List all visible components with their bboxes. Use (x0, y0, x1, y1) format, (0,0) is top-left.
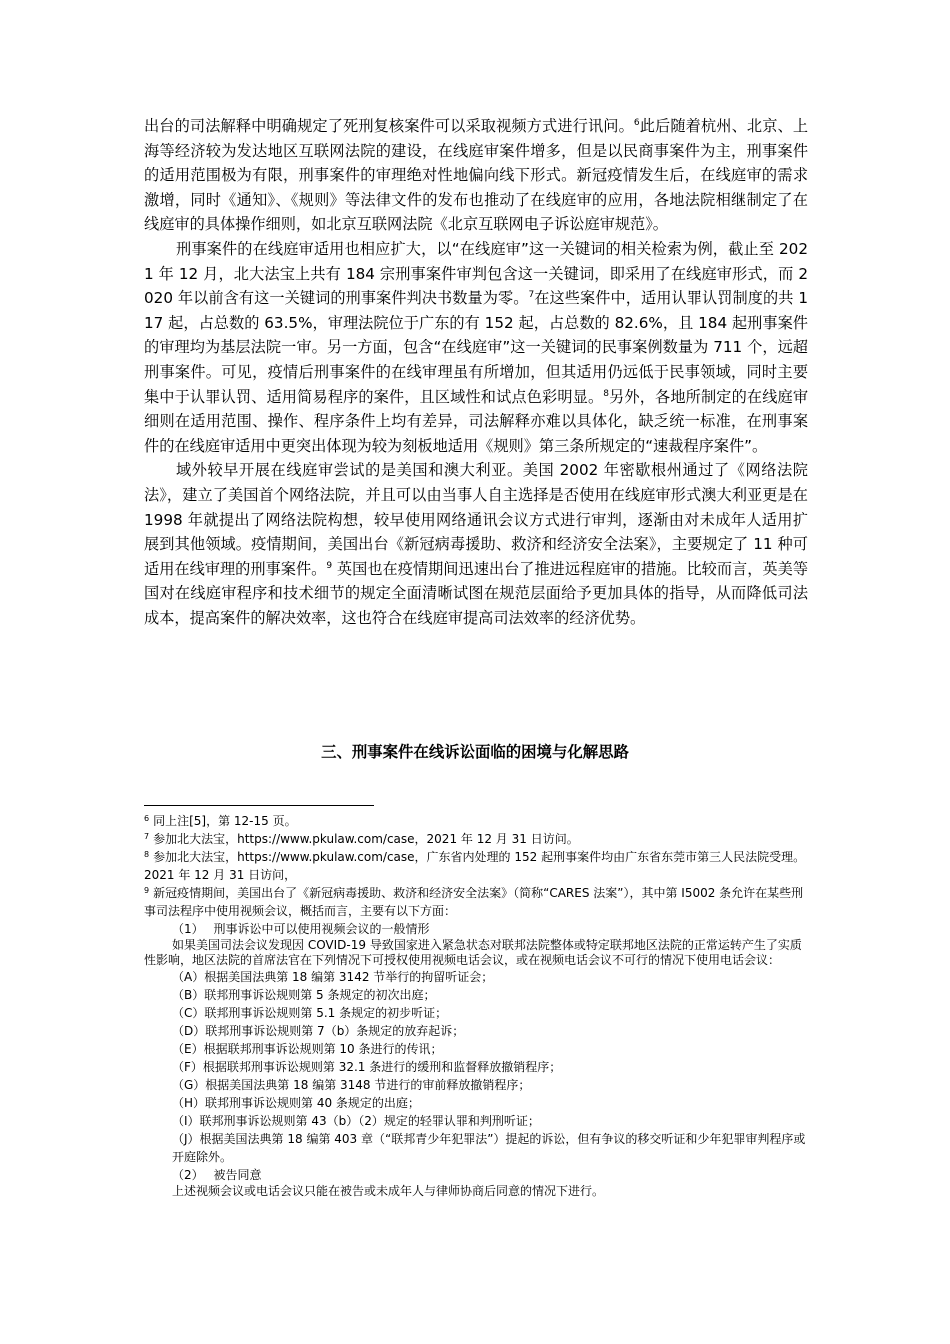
footnote-reference[interactable]: 8 (603, 388, 609, 399)
footnote-text: 参加北大法宝，https://www.pkulaw.com/case，广东省内处理的 152 起刑事案件均由广东省东莞市第三人民法院受理。2021 年 12 月 31 日访问， (144, 850, 806, 882)
footnote-text: 参加北大法宝，https://www.pkulaw.com/case，2021 年 12 月 31 日访问。 (153, 832, 579, 846)
footnote (144, 830, 808, 848)
footnote-text: 同上注[5]，第 12-15 页。 (153, 814, 297, 828)
footnote-list-item (144, 968, 808, 986)
footnote-text: （H）联邦刑事诉讼规则第 40 条规定的出庭； (172, 1096, 420, 1110)
footnote-text: （D）联邦刑事诉讼规则第 7（b）条规定的放弃起诉； (172, 1024, 465, 1038)
body-paragraph (144, 237, 808, 458)
paragraph-text: 英国也在疫情期间迅速出台了推进远程庭审的措施。比较而言，英美等国对在线庭审程序和技术细节的规定全面清晰试图在规范层面给予更加具体的指导，从而降低司法成本，提高案件的解决效率，这也符合在线庭审提高司法效率的经济优势。 (144, 559, 809, 627)
footnote-list-item (144, 1112, 808, 1130)
footnote-list-item (144, 1058, 808, 1076)
footnote-text: （1） 刑事诉讼中可以使用视频会议的一般情形 (172, 922, 430, 936)
footnote-text: （A）根据美国法典第 18 编第 3142 节举行的拘留听证会； (172, 970, 494, 984)
footnote-text: （C）联邦刑事诉讼规则第 5.1 条规定的初步听证； (172, 1006, 448, 1020)
footnote-list-item (144, 986, 808, 1004)
footnote-text: （F）根据联邦刑事诉讼规则第 32.1 条进行的缓刑和监督释放撤销程序； (172, 1060, 562, 1074)
footnote-list-item (144, 1130, 808, 1166)
footnote-list-item (144, 1022, 808, 1040)
footnote-text: 如果美国司法会议发现因 COVID-19 导致国家进入紧急状态对联邦法院整体或特定联邦地区法院的正常运转产生了实质性影响，地区法院的首席法官在下列情况下可授权使用视频电话会议，或在视频电话会议不可行的情况下使用电话会议： (144, 938, 802, 967)
footnote-list-item (144, 1040, 808, 1058)
body-paragraph (144, 458, 808, 630)
footnote-reference[interactable]: 9 (326, 560, 333, 571)
footnote-text: （J）根据美国法典第 18 编第 403 章（“联邦青少年犯罪法”）提起的诉讼，但有争议的移交听证和少年犯罪审判程序或开庭除外。 (172, 1132, 806, 1164)
paragraph-text: 刑事案件的在线庭审适用也相应扩大，以“在线庭审”这一关键词的相关检索为例，截止至 2021 年 12 月，北大法宝上共有 184 宗刑事案件审判包含这一关键词，即采用了在线庭审形式，而 2020 年以前含有这一关键词的刑事案件判决书数量为零。 (144, 239, 808, 308)
footnote-list-item (144, 920, 808, 938)
footnote-paragraph (144, 1184, 808, 1199)
footnote (144, 884, 808, 920)
paragraph-text: 出台的司法解释中明确规定了死刑复核案件可以采取视频方式进行讯问。 (144, 117, 634, 135)
body-paragraph (144, 114, 808, 237)
section-heading: 三、刑事案件在线诉讼面临的困境与化解思路 (321, 743, 629, 761)
footnote-number: 6 (144, 814, 150, 823)
footnote-paragraph (144, 938, 808, 968)
footnote-reference[interactable]: 6 (633, 118, 640, 128)
footnote (144, 812, 808, 830)
paragraph-text: 在这些案件中，适用认罪认罚制度的共 117 起，占总数的 63.5%，审理法院位于广东的有 152 起，占总数的 82.6%，且 184 起刑事案件的审理均为基层法院一审。另一方面，包含“在线庭审”这一关键词的民事案例数量为 711 个，远超刑事案件。可见，疫情后刑事案件的在线审理虽有所增加，但其适用仍远低于民事领域，同时主要集中于认罪认罚、适用简易程序的案件，且区域性和试点色彩明显。 (144, 289, 808, 406)
footnote-reference[interactable]: 7 (528, 290, 535, 301)
footnote (144, 848, 808, 884)
footnote-list-item (144, 1004, 808, 1022)
footnote-list-item (144, 1094, 808, 1112)
footnote-list-item (144, 1076, 808, 1094)
footnote-text: （E）根据联邦刑事诉讼规则第 10 条进行的传讯； (172, 1042, 443, 1056)
footnote-text: （I）联邦刑事诉讼规则第 43（b）（2）规定的轻罪认罪和判刑听证； (172, 1114, 540, 1128)
footnote-text: 上述视频会议或电话会议只能在被告或未成年人与律师协商后同意的情况下进行。 (172, 1184, 605, 1198)
footnote-list-item (144, 1166, 808, 1184)
footnote-separator (144, 805, 374, 806)
footnote-number: 9 (144, 886, 150, 895)
footnote-text: （G）根据美国法典第 18 编第 3148 节进行的审前释放撤销程序； (172, 1078, 531, 1092)
footnote-text: 新冠疫情期间，美国出台了《新冠病毒援助、救济和经济安全法案》（简称“CARES 法案”），其中第 I5002 条允许在某些刑事司法程序中使用视频会议，概括而言，主要有以下方面： (144, 886, 804, 918)
body-text (144, 114, 808, 630)
paragraph-text: 另外，各地所制定的在线庭审细则在适用范围、操作、程序条件上均有差异，司法解释亦难以具体化，缺乏统一标准，在刑事案件的在线庭审适用中更突出体现为较为刻板地适用《规则》第三条所规定的“速裁程序案件”。 (144, 387, 809, 455)
footnote-text: （B）联邦刑事诉讼规则第 5 条规定的初次出庭； (172, 988, 436, 1002)
footnote-number: 7 (144, 832, 150, 841)
footnote-number: 8 (144, 850, 150, 859)
footnotes (144, 812, 808, 1199)
paragraph-text: 域外较早开展在线庭审尝试的是美国和澳大利亚。美国 2002 年密歇根州通过了《网络法院法》，建立了美国首个网络法院，并且可以由当事人自主选择是否使用在线庭审形式澳大利亚更是在 1998 年就提出了网络法院构想，较早使用网络通讯会议方式进行审判，逐渐由对未成年人适用扩展到其他领域。疫情期间，美国出台《新冠病毒援助、救济和经济安全法案》，主要规定了 11 种可适用在线审理的刑事案件。 (144, 461, 808, 578)
footnote-text: （2） 被告同意 (172, 1168, 262, 1182)
paragraph-text: 此后随着杭州、北京、上海等经济较为发达地区互联网法院的建设，在线庭审案件增多，但是以民商事案件为主，刑事案件的适用范围极为有限，刑事案件的审理绝对性地偏向线下形式。新冠疫情发生后，在线庭审的需求激增，同时《通知》、《规则》等法律文件的发布也推动了在线庭审的应用，各地法院相继制定了在线庭审的具体操作细则，如北京互联网法院《北京互联网电子诉讼庭审规范》。 (144, 117, 809, 234)
